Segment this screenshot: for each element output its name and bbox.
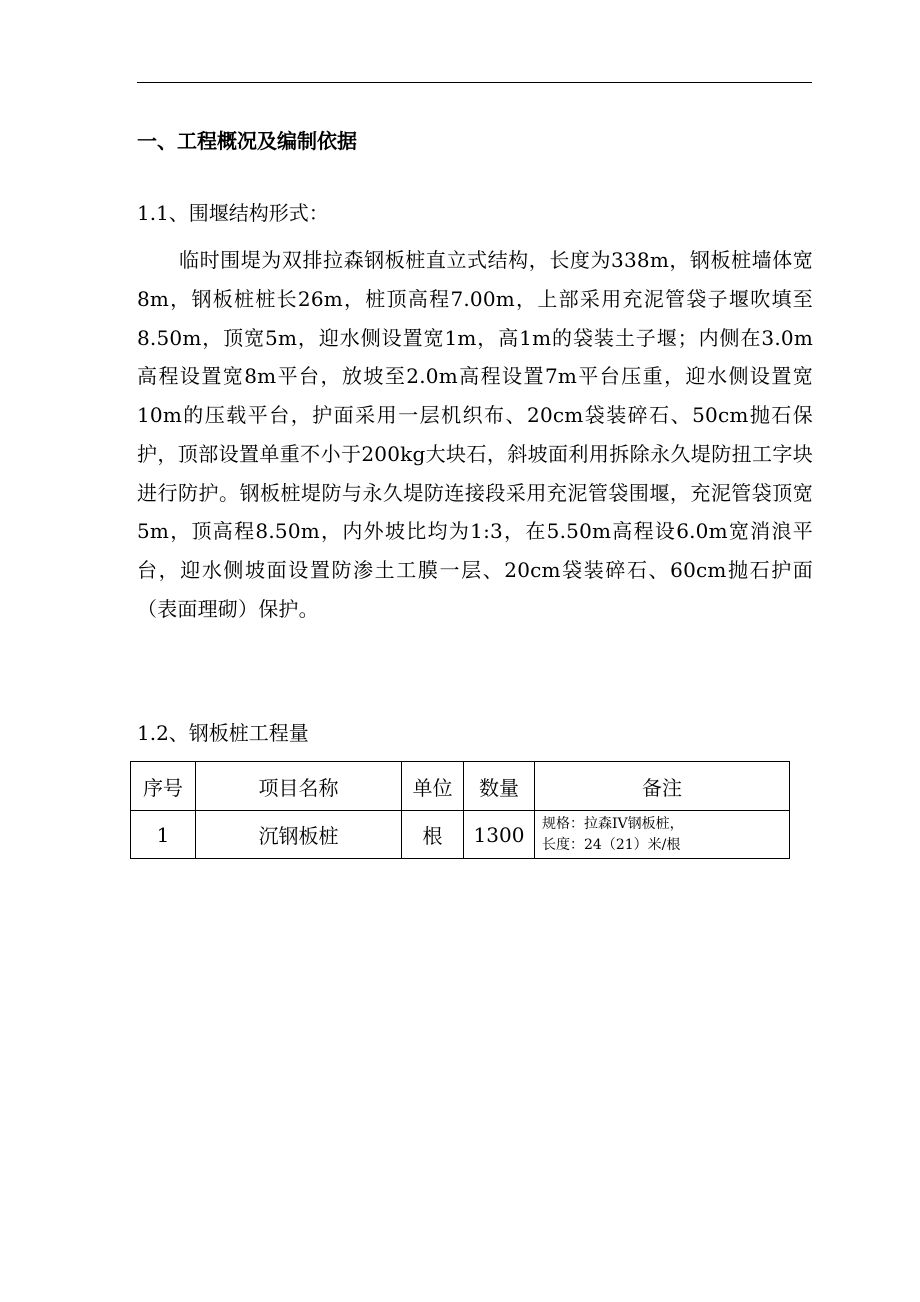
table-row — [131, 811, 790, 859]
header-quantity: 数量 — [464, 762, 535, 811]
quantity-table — [130, 761, 790, 859]
structure-description-paragraph: 临时围堤为双排拉森钢板桩直立式结构，长度为338m，钢板桩墙体宽8m，钢板桩桩长26m，桩顶高程7.00m，上部采用充泥管袋子堰吹填至8.50m，顶宽5m，迎水侧设置宽1m，高1m的袋装土子堰；内侧在3.0m高程设置宽8m平台，放坡至2.0m高程设置7m平台压重，迎水侧设置宽10m的压载平台，护面采用一层机织布、20cm袋装碎石、50cm抛石保护，顶部设置单重不小于200kg大块石，斜坡面利用拆除永久堤防扭工字块进行防护。钢板桩堤防与永久堤防连接段采用充泥管袋围堰，充泥管袋顶宽5m，顶高程8.50m，内外坡比均为1:3，在5.50m高程设6.0m宽消浪平台，迎水侧坡面设置防渗土工膜一层、20cm袋装碎石、60cm抛石护面（表面理砌）保护。 — [137, 248, 813, 621]
header-serial-no: 序号 — [131, 762, 196, 811]
remark-spec-line: 规格：拉森IV钢板桩， — [542, 815, 684, 832]
cell-quantity: 1300 — [464, 811, 535, 859]
section-heading: 一、工程概况及编制依据 — [137, 129, 357, 153]
cell-item-name: 沉钢板桩 — [196, 811, 402, 859]
cell-unit: 根 — [402, 811, 464, 859]
subsection-heading-quantity: 1.2、钢板桩工程量 — [137, 721, 309, 745]
table-header-row — [131, 762, 790, 811]
header-rule — [137, 82, 812, 83]
header-remark: 备注 — [535, 762, 790, 811]
subsection-heading-structure: 1.1、围堰结构形式： — [137, 201, 329, 225]
header-item-name: 项目名称 — [196, 762, 402, 811]
cell-serial-no: 1 — [131, 811, 196, 859]
remark-length-line: 长度：24（21）米/根 — [542, 836, 681, 853]
cell-remark — [535, 811, 790, 859]
header-unit: 单位 — [402, 762, 464, 811]
